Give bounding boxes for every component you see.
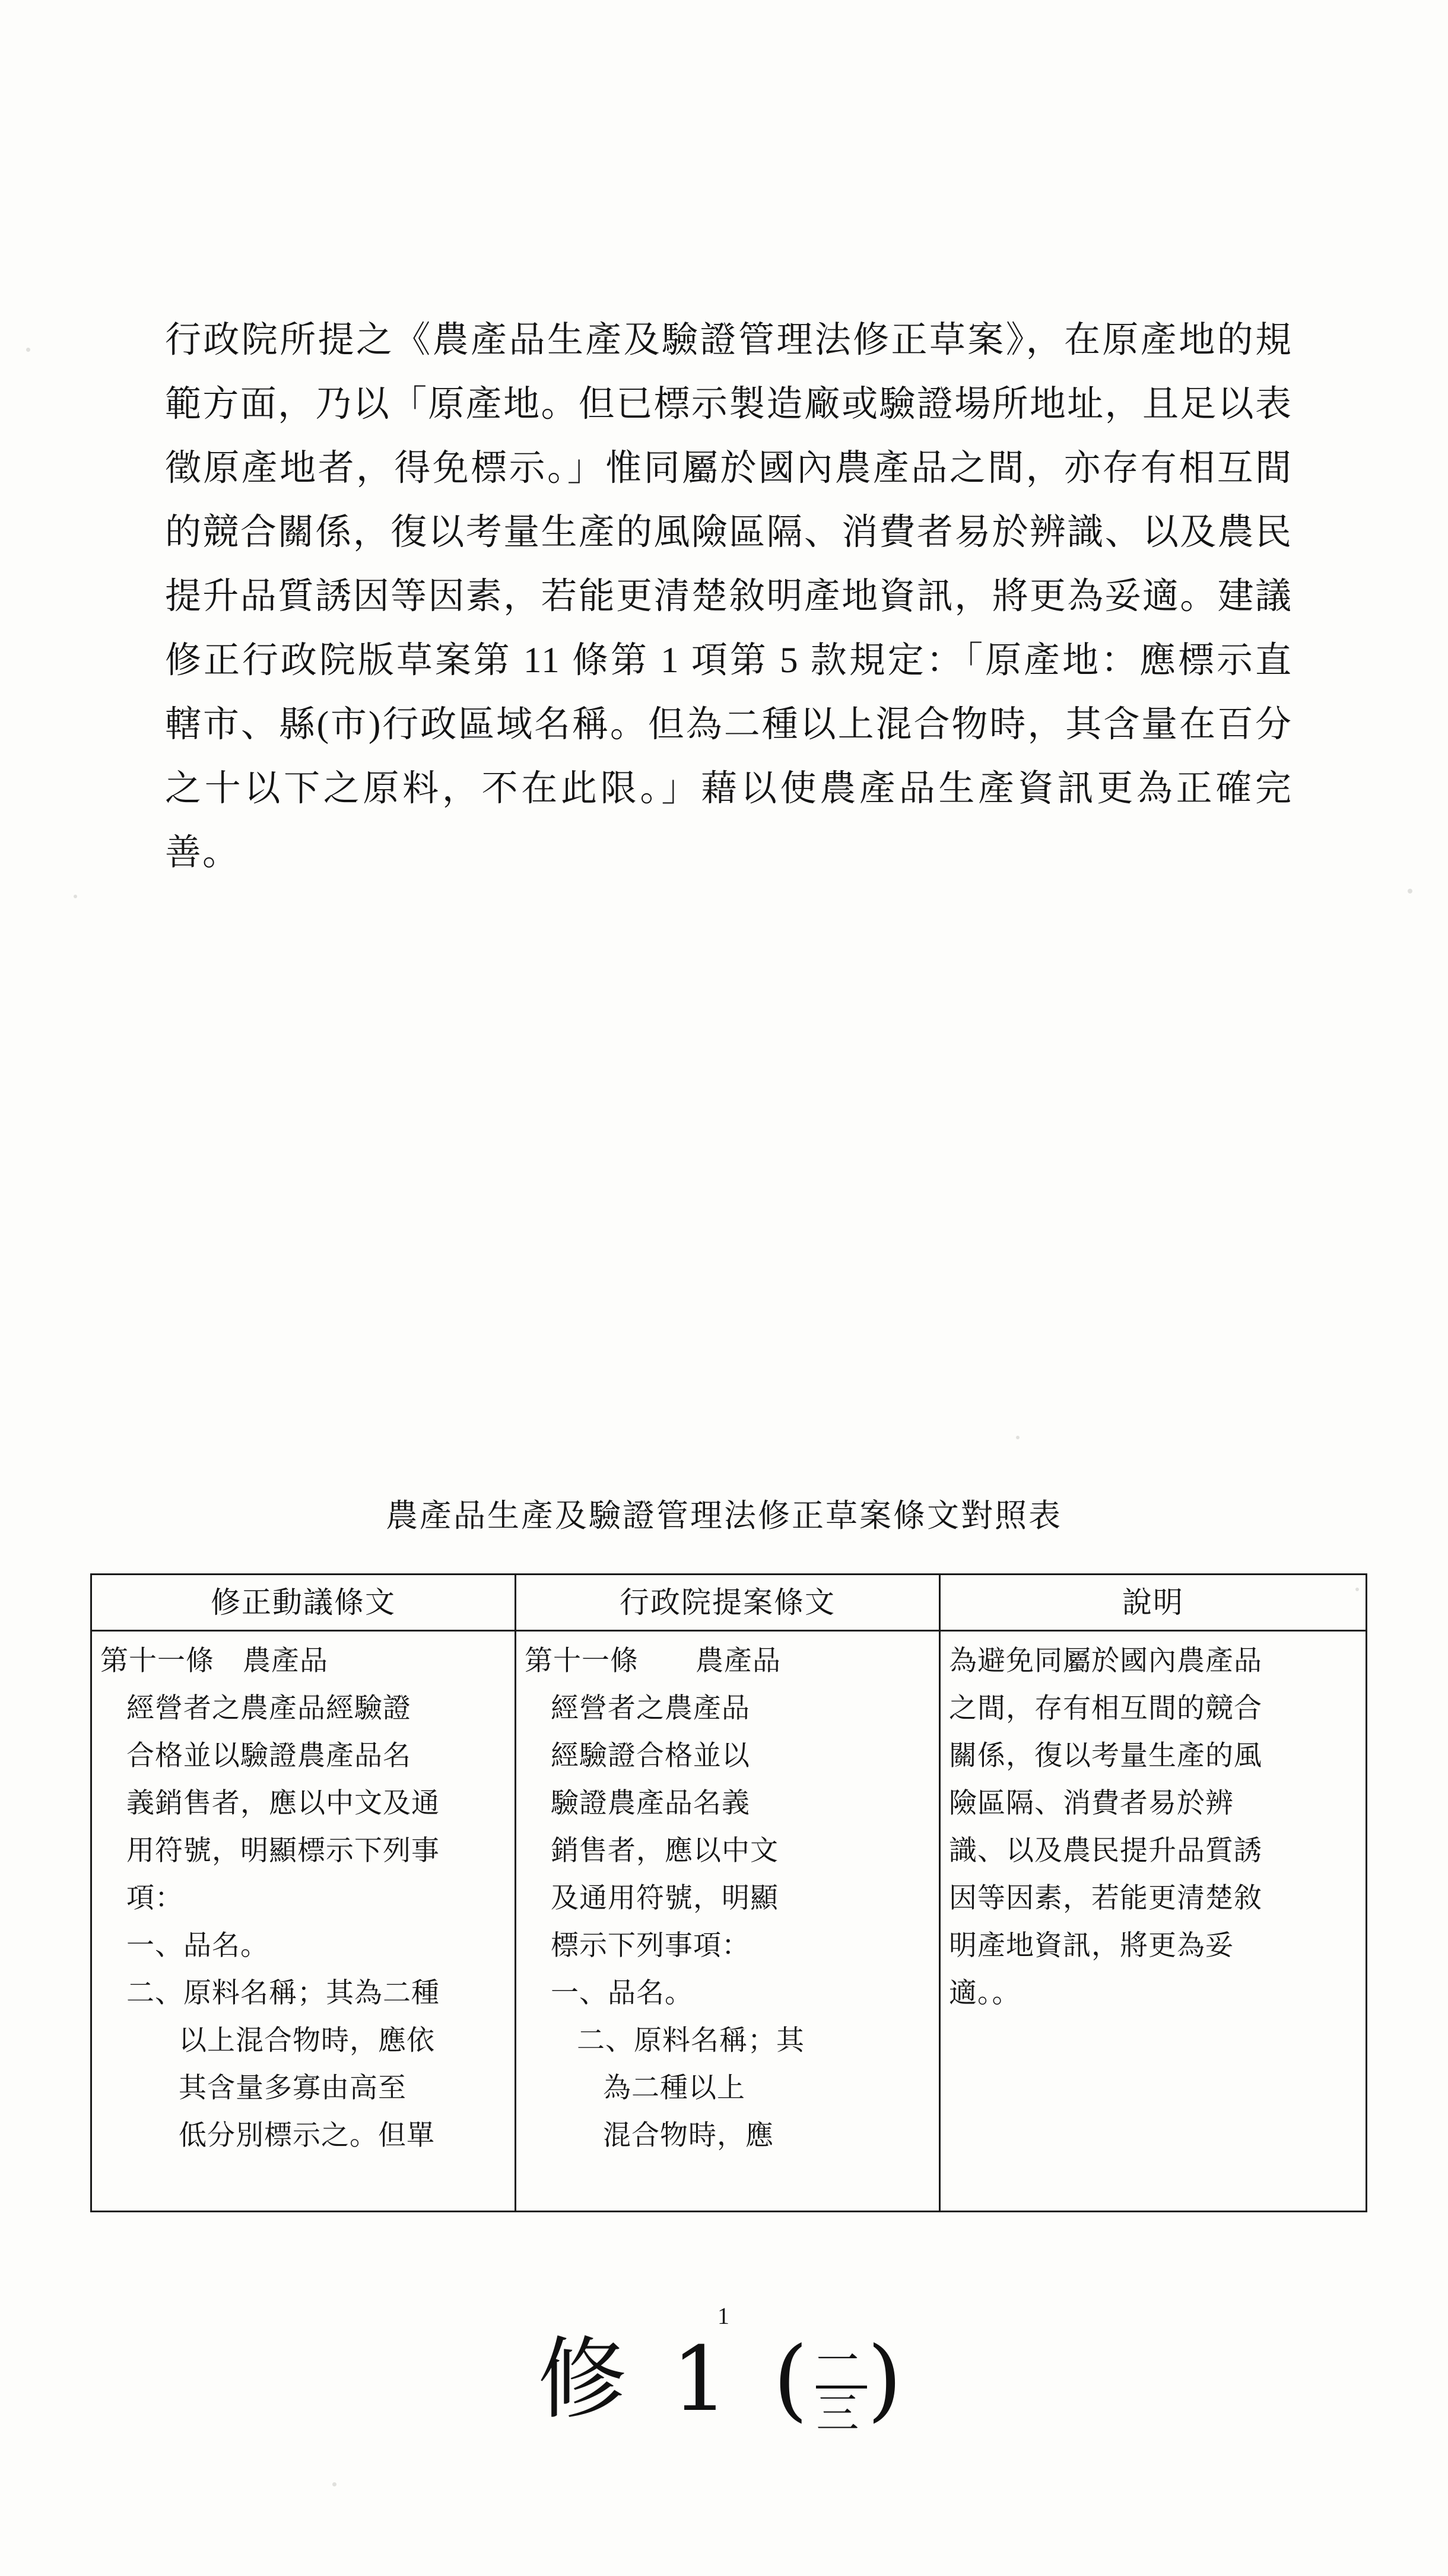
cell-line: 驗證農產品名義 [551, 1788, 750, 1819]
cell-line: 為避免同屬於國內農產品 [949, 1646, 1262, 1677]
table-row [91, 1631, 1367, 2212]
cell-line: 一、品名。 [551, 1978, 693, 2009]
column-header-executive: 行政院提案條文 [516, 1575, 940, 1631]
column-header-amendment: 修正動議條文 [91, 1575, 516, 1631]
cell-line: 二、原料名稱；其 [577, 2025, 805, 2056]
cell-line: 為二種以上 [603, 2073, 745, 2104]
handwritten-label: 修 1 [538, 2328, 737, 2431]
cell-line: 用符號，明顯標示下列事 [126, 1836, 440, 1866]
table-title: 農產品生產及驗證管理法修正草案條文對照表 [386, 1498, 1062, 1534]
cell-line: 之間，存有相互間的競合 [949, 1693, 1262, 1724]
cell-explanation-text [940, 1631, 1367, 2212]
cell-line: 經營者之農產品 [551, 1693, 750, 1724]
cell-line: 其含量多寡由高至 [179, 2073, 407, 2104]
cell-line: 以上混合物時，應依 [179, 2025, 435, 2056]
cell-line: 銷售者，應以中文 [551, 1836, 779, 1866]
fraction-numerator: 一 [816, 2335, 868, 2386]
cell-line: 關係，復以考量生產的風 [949, 1741, 1262, 1772]
cell-line: 標示下列事項： [551, 1931, 750, 1961]
column-header-explanation: 說明 [940, 1575, 1367, 1631]
cell-line: 因等因素，若能更清楚敘 [949, 1883, 1262, 1914]
comparison-table [90, 1573, 1367, 2212]
paragraph-text: 行政院所提之《農產品生產及驗證管理法修正草案》，在原產地的規範方面，乃以「原產地。但已標示製造廠或驗證場所地址，且足以表徵原產地者，得免標示。」惟同屬於國內農產品之間，亦存有相互間的競合關係，復以考量生產的風險區隔、消費者易於辨識、以及農民提升品質誘因等因素，若能更清楚敘明產地資訊，將更為妥適。建議修正行政院版草案第 11 條第 1 項第 5 款規定：「原產地：應標示直轄市、縣(市)行政區域名稱。但為二種以上混合物時，其含量在百分之十以下之原料，不在此限。」藉以使農產品生產資訊更為正確完善。 [165, 320, 1293, 873]
cell-line: 混合物時，應 [603, 2120, 774, 2151]
cell-line: 險區隔、消費者易於辨 [949, 1788, 1234, 1819]
cell-line: 二、原料名稱；其為二種 [126, 1978, 440, 2009]
cell-executive-text [516, 1631, 940, 2212]
cell-line: 合格並以驗證農產品名 [126, 1741, 411, 1772]
cell-line: 義銷售者，應以中文及通 [126, 1788, 440, 1819]
cell-line: 適。。 [949, 1978, 1021, 2009]
cell-line: 第十一條 農產品 [100, 1646, 328, 1677]
cell-line: 經驗證合格並以 [551, 1741, 750, 1772]
fraction-denominator: 三 [816, 2388, 868, 2438]
table-header-row [91, 1575, 1367, 1631]
handwritten-annotation [0, 2328, 1448, 2438]
cell-line: 一、品名。 [126, 1931, 269, 1961]
cell-line: 明產地資訊，將更為妥 [949, 1931, 1234, 1961]
cell-line: 低分別標示之。但單 [179, 2120, 435, 2151]
cell-amendment-text [91, 1631, 516, 2212]
page-number: 1 [717, 2303, 731, 2329]
handwritten-fraction: ( 一 三 ) [773, 2328, 910, 2438]
cell-line: 及通用符號，明顯 [551, 1883, 779, 1914]
cell-line: 經營者之農產品經驗證 [126, 1693, 411, 1724]
fraction-bar [816, 2386, 867, 2389]
body-paragraph [165, 309, 1293, 885]
page-footer [0, 2302, 1448, 2438]
cell-line: 識、以及農民提升品質誘 [949, 1836, 1262, 1866]
cell-line: 項： [126, 1883, 183, 1914]
cell-line: 第十一條 農產品 [525, 1646, 781, 1677]
